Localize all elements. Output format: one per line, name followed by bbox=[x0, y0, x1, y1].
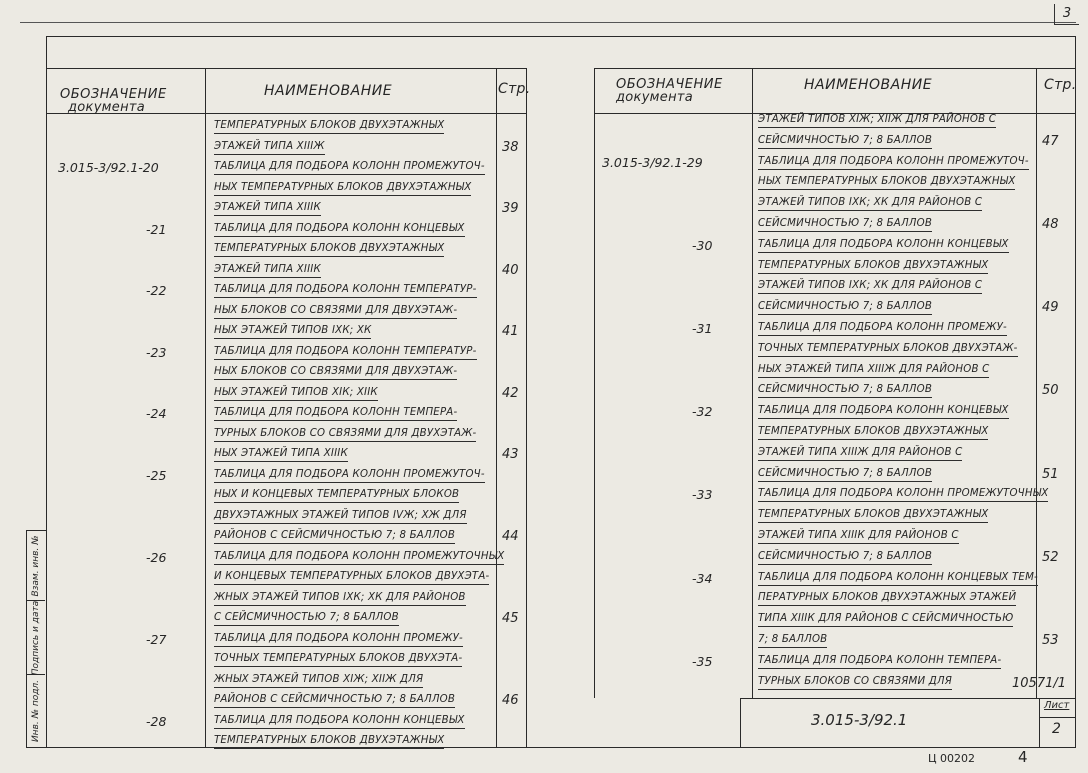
sheet-label: Лист bbox=[1044, 700, 1070, 711]
sidebar-replace-label: Взам. инв. № bbox=[31, 534, 41, 597]
row-name: ТАБЛИЦА ДЛЯ ПОДБОРА КОЛОНН ПРОМЕЖУТОЧНЫХ bbox=[758, 488, 1048, 502]
sidebar-cell-signature bbox=[27, 601, 45, 675]
row-name: 7; 8 БАЛЛОВ bbox=[758, 634, 827, 648]
inventory-number: 10571/1 bbox=[1012, 676, 1067, 691]
row-name: СЕЙСМИЧНОСТЬЮ 7; 8 БАЛЛОВ bbox=[758, 551, 932, 565]
row-name: НЫХ ЭТАЖЕЙ ТИПОВ IXК; XК bbox=[214, 325, 371, 339]
sidebar-inventory-label: Инв. № подл. bbox=[31, 679, 41, 743]
right-header-designation-sub: документа bbox=[616, 90, 694, 105]
row-page: 53 bbox=[1042, 633, 1059, 648]
row-designation: -30 bbox=[692, 237, 713, 253]
row-name: РАЙОНОВ С СЕЙСМИЧНОСТЬЮ 7; 8 БАЛЛОВ bbox=[214, 694, 455, 708]
row-name: ТЕМПЕРАТУРНЫХ БЛОКОВ ДВУХЭТАЖНЫХ bbox=[214, 243, 444, 257]
row-name: НЫХ ТЕМПЕРАТУРНЫХ БЛОКОВ ДВУХЭТАЖНЫХ bbox=[758, 176, 1015, 190]
row-name: НЫХ И КОНЦЕВЫХ ТЕМПЕРАТУРНЫХ БЛОКОВ bbox=[214, 489, 459, 503]
row-name: СЕЙСМИЧНОСТЬЮ 7; 8 БАЛЛОВ bbox=[758, 384, 932, 398]
row-name: СЕЙСМИЧНОСТЬЮ 7; 8 БАЛЛОВ bbox=[758, 135, 932, 149]
row-name: ТОЧНЫХ ТЕМПЕРАТУРНЫХ БЛОКОВ ДВУХЭТАЖ- bbox=[758, 343, 1018, 357]
row-name: СЕЙСМИЧНОСТЬЮ 7; 8 БАЛЛОВ bbox=[758, 301, 932, 315]
row-name: ТАБЛИЦА ДЛЯ ПОДБОРА КОЛОНН ТЕМПЕРА- bbox=[214, 407, 457, 421]
row-page: 49 bbox=[1042, 300, 1059, 316]
row-name: ТАБЛИЦА ДЛЯ ПОДБОРА КОЛОНН ПРОМЕЖУ- bbox=[758, 322, 1007, 336]
title-block-doc-id: 3.015-3/92.1 bbox=[811, 711, 908, 729]
row-page: 42 bbox=[502, 385, 519, 401]
sheet-number: 3 bbox=[1054, 4, 1079, 25]
row-name: ПЕРАТУРНЫХ БЛОКОВ ДВУХЭТАЖНЫХ ЭТАЖЕЙ bbox=[758, 592, 1016, 606]
row-designation: -22 bbox=[146, 283, 167, 298]
row-page: 50 bbox=[1042, 383, 1059, 399]
left-sidebar-stamp bbox=[26, 530, 46, 748]
row-name: ТАБЛИЦА ДЛЯ ПОДБОРА КОЛОНН КОНЦЕВЫХ bbox=[214, 715, 465, 729]
row-page: 45 bbox=[502, 611, 519, 626]
sidebar-cell-replace bbox=[27, 531, 45, 601]
row-name: ТОЧНЫХ ТЕМПЕРАТУРНЫХ БЛОКОВ ДВУХЭТА- bbox=[214, 653, 462, 667]
row-name: ТАБЛИЦА ДЛЯ ПОДБОРА КОЛОНН КОНЦЕВЫХ bbox=[758, 239, 1009, 253]
row-name: ЭТАЖЕЙ ТИПА XIIIЖ ДЛЯ РАЙОНОВ С bbox=[758, 447, 962, 461]
row-name: ДВУХЭТАЖНЫХ ЭТАЖЕЙ ТИПОВ IVЖ; XЖ ДЛЯ bbox=[214, 510, 467, 524]
row-name: ТАБЛИЦА ДЛЯ ПОДБОРА КОЛОНН ПРОМЕЖУТОЧ- bbox=[758, 156, 1029, 170]
row-name: РАЙОНОВ С СЕЙСМИЧНОСТЬЮ 7; 8 БАЛЛОВ bbox=[214, 530, 455, 544]
row-designation: -24 bbox=[146, 406, 167, 421]
row-designation: -28 bbox=[146, 713, 167, 729]
left-table-header bbox=[46, 68, 531, 115]
row-name: ЭТАЖЕЙ ТИПА XIIIК ДЛЯ РАЙОНОВ С bbox=[758, 530, 959, 544]
row-designation: -26 bbox=[146, 549, 167, 565]
row-name: ТАБЛИЦА ДЛЯ ПОДБОРА КОЛОНН КОНЦЕВЫХ ТЕМ- bbox=[758, 572, 1038, 586]
footer-code: Ц 00202 bbox=[928, 752, 976, 765]
row-page: 46 bbox=[502, 693, 519, 708]
row-name: НЫХ БЛОКОВ СО СВЯЗЯМИ ДЛЯ ДВУХЭТАЖ- bbox=[214, 305, 457, 319]
row-name: СЕЙСМИЧНОСТЬЮ 7; 8 БАЛЛОВ bbox=[758, 218, 932, 232]
row-name: ТАБЛИЦА ДЛЯ ПОДБОРА КОЛОНН ТЕМПЕРА- bbox=[758, 655, 1001, 669]
row-name: ТАБЛИЦА ДЛЯ ПОДБОРА КОЛОНН ПРОМЕЖУТОЧ- bbox=[214, 469, 485, 483]
left-header-name: НАИМЕНОВАНИЕ bbox=[264, 83, 393, 99]
row-page: 44 bbox=[502, 529, 519, 544]
row-name: ТУРНЫХ БЛОКОВ СО СВЯЗЯМИ ДЛЯ bbox=[758, 676, 952, 690]
row-page: 51 bbox=[1042, 466, 1059, 482]
row-name: НЫХ ЭТАЖЕЙ ТИПА XIIIЖ ДЛЯ РАЙОНОВ С bbox=[758, 364, 989, 378]
title-block bbox=[740, 698, 1076, 748]
left-header-page: Стр. bbox=[498, 81, 531, 97]
row-designation: -21 bbox=[146, 221, 167, 237]
row-name: ТАБЛИЦА ДЛЯ ПОДБОРА КОЛОНН ТЕМПЕРАТУР- bbox=[214, 346, 477, 360]
left-header-designation: ОБОЗНАЧЕНИЕ bbox=[60, 87, 167, 102]
row-designation: -35 bbox=[692, 653, 713, 669]
row-page: 52 bbox=[1042, 549, 1059, 565]
footer-number: 4 bbox=[1018, 748, 1028, 766]
row-page: 47 bbox=[1042, 133, 1059, 149]
row-designation: -31 bbox=[692, 321, 713, 336]
row-designation: -23 bbox=[146, 344, 167, 360]
left-header-designation-sub: документа bbox=[68, 100, 146, 115]
row-name: ТИПА XIIIК ДЛЯ РАЙОНОВ С СЕЙСМИЧНОСТЬЮ bbox=[758, 613, 1013, 627]
row-name: НЫХ ЭТАЖЕЙ ТИПОВ XIК; XIIК bbox=[214, 387, 378, 401]
row-page: 38 bbox=[502, 139, 519, 155]
row-name: ЭТАЖЕЙ ТИПОВ XIЖ; XIIЖ ДЛЯ РАЙОНОВ С bbox=[758, 114, 996, 128]
sheet-list-number: 2 bbox=[1052, 721, 1061, 737]
table-row bbox=[594, 671, 1076, 697]
right-header-designation: ОБОЗНАЧЕНИЕ bbox=[616, 77, 723, 92]
row-name: ТАБЛИЦА ДЛЯ ПОДБОРА КОЛОНН ПРОМЕЖУ- bbox=[214, 633, 463, 647]
row-designation: -33 bbox=[692, 487, 713, 503]
row-name: НЫХ БЛОКОВ СО СВЯЗЯМИ ДЛЯ ДВУХЭТАЖ- bbox=[214, 366, 457, 380]
row-designation: -32 bbox=[692, 404, 713, 420]
left-divider-3 bbox=[526, 68, 527, 748]
sheet-box-divider bbox=[1040, 717, 1076, 718]
row-name: ТАБЛИЦА ДЛЯ ПОДБОРА КОЛОНН КОНЦЕВЫХ bbox=[758, 405, 1009, 419]
row-name: ТЕМПЕРАТУРНЫХ БЛОКОВ ДВУХЭТАЖНЫХ bbox=[214, 735, 444, 749]
row-name: ЖНЫХ ЭТАЖЕЙ ТИПОВ XIЖ; XIIЖ ДЛЯ bbox=[214, 674, 423, 688]
row-name: ТАБЛИЦА ДЛЯ ПОДБОРА КОЛОНН КОНЦЕВЫХ bbox=[214, 223, 465, 237]
right-table-header bbox=[594, 68, 1076, 114]
row-page: 43 bbox=[502, 447, 519, 462]
row-designation: -27 bbox=[146, 631, 167, 647]
row-designation: 3.015-3/92.1-29 bbox=[602, 154, 703, 170]
right-header-name: НАИМЕНОВАНИЕ bbox=[804, 77, 933, 93]
row-page: 39 bbox=[502, 201, 519, 216]
row-name: ЭТАЖЕЙ ТИПОВ IXК; XК ДЛЯ РАЙОНОВ С bbox=[758, 197, 982, 211]
outer-border-top bbox=[20, 22, 1076, 23]
sidebar-cell-inventory bbox=[27, 675, 45, 747]
row-page: 48 bbox=[1042, 217, 1059, 232]
title-block-sheet-box bbox=[1039, 699, 1076, 747]
row-name: ТЕМПЕРАТУРНЫХ БЛОКОВ ДВУХЭТАЖНЫХ bbox=[214, 120, 444, 134]
row-name: С СЕЙСМИЧНОСТЬЮ 7; 8 БАЛЛОВ bbox=[214, 612, 399, 626]
row-name: СЕЙСМИЧНОСТЬЮ 7; 8 БАЛЛОВ bbox=[758, 468, 932, 482]
row-name: НЫХ ЭТАЖЕЙ ТИПА XIIIК bbox=[214, 448, 348, 462]
row-page: 40 bbox=[502, 262, 519, 278]
row-name: ТЕМПЕРАТУРНЫХ БЛОКОВ ДВУХЭТАЖНЫХ bbox=[758, 509, 988, 523]
row-designation: 3.015-3/92.1-20 bbox=[58, 160, 159, 175]
row-name: ЭТАЖЕЙ ТИПОВ IXК; XК ДЛЯ РАЙОНОВ С bbox=[758, 280, 982, 294]
table-row bbox=[46, 730, 526, 756]
row-name: ТУРНЫХ БЛОКОВ СО СВЯЗЯМИ ДЛЯ ДВУХЭТАЖ- bbox=[214, 428, 476, 442]
row-name: ТАБЛИЦА ДЛЯ ПОДБОРА КОЛОНН ПРОМЕЖУТОЧНЫХ bbox=[214, 551, 504, 565]
row-designation: -25 bbox=[146, 467, 167, 483]
row-name: ЭТАЖЕЙ ТИПА XIIIК bbox=[214, 202, 321, 216]
row-name: ЭТАЖЕЙ ТИПА XIIIЖ bbox=[214, 141, 325, 155]
row-page: 41 bbox=[502, 324, 519, 339]
row-name: ЭТАЖЕЙ ТИПА XIIIК bbox=[214, 264, 321, 278]
row-name: НЫХ ТЕМПЕРАТУРНЫХ БЛОКОВ ДВУХЭТАЖНЫХ bbox=[214, 182, 471, 196]
row-name: ТЕМПЕРАТУРНЫХ БЛОКОВ ДВУХЭТАЖНЫХ bbox=[758, 426, 988, 440]
sidebar-signature-label: Подпись и дата bbox=[31, 600, 41, 675]
row-name: ТАБЛИЦА ДЛЯ ПОДБОРА КОЛОНН ТЕМПЕРАТУР- bbox=[214, 284, 477, 298]
row-name: ЖНЫХ ЭТАЖЕЙ ТИПОВ IXК; XК ДЛЯ РАЙОНОВ bbox=[214, 592, 466, 606]
row-name: ТАБЛИЦА ДЛЯ ПОДБОРА КОЛОНН ПРОМЕЖУТОЧ- bbox=[214, 161, 485, 175]
row-designation: -34 bbox=[692, 570, 713, 586]
row-name: ТЕМПЕРАТУРНЫХ БЛОКОВ ДВУХЭТАЖНЫХ bbox=[758, 260, 988, 274]
row-name: И КОНЦЕВЫХ ТЕМПЕРАТУРНЫХ БЛОКОВ ДВУХЭТА- bbox=[214, 571, 489, 585]
right-header-page: Стр. bbox=[1044, 77, 1077, 93]
